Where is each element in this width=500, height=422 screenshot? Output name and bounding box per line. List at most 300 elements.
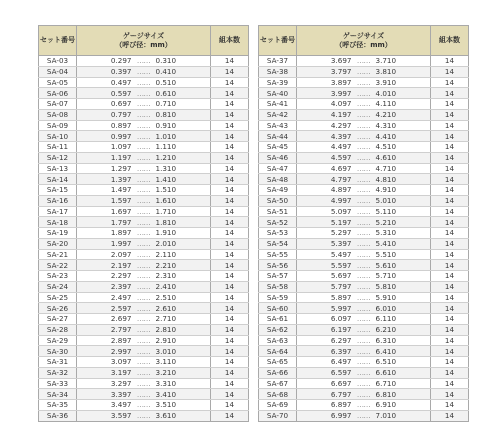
gauge-size-cell: [297, 378, 431, 389]
gauge-max-value: 6.610: [375, 368, 397, 378]
table-row: [39, 400, 249, 411]
gauge-max-value: 6.210: [375, 325, 397, 335]
set-number-cell: SA-47: [259, 163, 297, 174]
table-row: [259, 324, 469, 335]
range-separator: ……: [136, 239, 151, 249]
table-row: [39, 292, 249, 303]
table-row: [259, 303, 469, 314]
table-row: [39, 367, 249, 378]
gauge-min-value: 3.497: [110, 400, 132, 410]
gauge-size-cell: [297, 66, 431, 77]
quantity-cell: 14: [431, 389, 469, 400]
gauge-size-cell: [77, 120, 211, 131]
table-row: [39, 314, 249, 325]
gauge-min-value: 4.297: [330, 120, 352, 130]
gauge-size-cell: [77, 217, 211, 228]
gauge-size-cell: [77, 335, 211, 346]
quantity-cell: 14: [431, 303, 469, 314]
table-row: [259, 56, 469, 67]
set-number-cell: SA-64: [259, 346, 297, 357]
gauge-size-cell: [297, 249, 431, 260]
set-number-cell: SA-27: [39, 314, 77, 325]
quantity-cell: 14: [431, 281, 469, 292]
gauge-max-value: 6.110: [375, 314, 397, 324]
gauge-size-cell: [297, 281, 431, 292]
gauge-size-cell: [77, 260, 211, 271]
quantity-cell: 14: [211, 152, 249, 163]
quantity-cell: 14: [431, 56, 469, 67]
set-number-cell: SA-49: [259, 185, 297, 196]
gauge-table-left: [38, 25, 249, 422]
gauge-max-value: 2.510: [155, 292, 177, 302]
set-number-cell: SA-14: [39, 174, 77, 185]
gauge-max-value: 1.010: [155, 131, 177, 141]
gauge-min-value: 3.697: [330, 56, 352, 66]
table-header-row: [259, 26, 469, 56]
table-row: [39, 66, 249, 77]
gauge-size-cell: [77, 314, 211, 325]
range-separator: ……: [356, 99, 371, 109]
set-number-cell: SA-46: [259, 152, 297, 163]
gauge-size-cell: [77, 152, 211, 163]
gauge-min-value: 3.297: [110, 378, 132, 388]
gauge-min-value: 0.997: [110, 131, 132, 141]
table-row: [259, 346, 469, 357]
range-separator: ……: [136, 142, 151, 152]
table-body-left: [39, 56, 249, 422]
gauge-size-cell: [77, 99, 211, 110]
gauge-size-cell: [297, 410, 431, 421]
gauge-max-value: 3.110: [155, 357, 177, 367]
range-separator: ……: [136, 357, 151, 367]
range-separator: ……: [136, 411, 151, 421]
range-separator: ……: [136, 131, 151, 141]
set-number-cell: SA-43: [259, 120, 297, 131]
quantity-cell: 14: [211, 174, 249, 185]
table-row: [39, 324, 249, 335]
gauge-size-cell: [297, 238, 431, 249]
gauge-max-value: 3.710: [375, 56, 397, 66]
table-row: [259, 185, 469, 196]
range-separator: ……: [136, 153, 151, 163]
gauge-size-cell: [297, 303, 431, 314]
quantity-cell: 14: [431, 217, 469, 228]
table-row: [259, 66, 469, 77]
set-number-cell: SA-36: [39, 410, 77, 421]
quantity-cell: 14: [211, 206, 249, 217]
gauge-size-cell: [77, 142, 211, 153]
gauge-max-value: 6.410: [375, 346, 397, 356]
range-separator: ……: [356, 77, 371, 87]
range-separator: ……: [136, 174, 151, 184]
set-number-cell: SA-44: [259, 131, 297, 142]
gauge-size-cell: [297, 367, 431, 378]
gauge-size-cell: [297, 271, 431, 282]
gauge-size-cell: [297, 142, 431, 153]
quantity-cell: 14: [431, 367, 469, 378]
quantity-cell: 14: [211, 185, 249, 196]
gauge-max-value: 5.910: [375, 292, 397, 302]
gauge-size-cell: [297, 206, 431, 217]
table-row: [39, 131, 249, 142]
quantity-cell: 14: [431, 152, 469, 163]
gauge-min-value: 6.097: [330, 314, 352, 324]
set-number-cell: SA-07: [39, 99, 77, 110]
gauge-min-value: 2.097: [110, 249, 132, 259]
table-row: [259, 314, 469, 325]
gauge-size-cell: [77, 131, 211, 142]
range-separator: ……: [356, 239, 371, 249]
gauge-min-value: 0.897: [110, 120, 132, 130]
set-number-cell: SA-56: [259, 260, 297, 271]
gauge-max-value: 0.910: [155, 120, 177, 130]
set-number-cell: SA-28: [39, 324, 77, 335]
quantity-cell: 14: [431, 271, 469, 282]
gauge-max-value: 1.910: [155, 228, 177, 238]
gauge-max-value: 1.710: [155, 206, 177, 216]
set-number-cell: SA-58: [259, 281, 297, 292]
range-separator: ……: [356, 206, 371, 216]
set-number-cell: SA-17: [39, 206, 77, 217]
gauge-size-cell: [77, 195, 211, 206]
quantity-cell: 14: [431, 238, 469, 249]
gauge-min-value: 6.897: [330, 400, 352, 410]
gauge-max-value: 7.010: [375, 411, 397, 421]
range-separator: ……: [356, 174, 371, 184]
quantity-cell: 14: [211, 195, 249, 206]
quantity-cell: 14: [431, 206, 469, 217]
gauge-max-value: 5.310: [375, 228, 397, 238]
range-separator: ……: [356, 153, 371, 163]
table-row: [39, 206, 249, 217]
range-separator: ……: [356, 185, 371, 195]
quantity-cell: 14: [211, 303, 249, 314]
gauge-max-value: 4.710: [375, 163, 397, 173]
gauge-min-value: 1.697: [110, 206, 132, 216]
table-row: [39, 228, 249, 239]
gauge-max-value: 0.610: [155, 88, 177, 98]
set-number-cell: SA-45: [259, 142, 297, 153]
set-number-cell: SA-34: [39, 389, 77, 400]
gauge-min-value: 4.197: [330, 110, 352, 120]
gauge-min-value: 5.397: [330, 239, 352, 249]
set-number-cell: SA-13: [39, 163, 77, 174]
range-separator: ……: [136, 271, 151, 281]
gauge-max-value: 5.010: [375, 196, 397, 206]
gauge-size-cell: [77, 228, 211, 239]
gauge-min-value: 3.397: [110, 389, 132, 399]
gauge-max-value: 6.510: [375, 357, 397, 367]
table-row: [39, 260, 249, 271]
quantity-cell: 14: [431, 314, 469, 325]
gauge-min-value: 6.497: [330, 357, 352, 367]
quantity-cell: 14: [211, 367, 249, 378]
set-number-cell: SA-20: [39, 238, 77, 249]
table-row: [259, 217, 469, 228]
set-number-cell: SA-23: [39, 271, 77, 282]
table-row: [259, 281, 469, 292]
quantity-cell: 14: [211, 217, 249, 228]
set-number-cell: SA-59: [259, 292, 297, 303]
table-row: [259, 131, 469, 142]
table-row: [259, 249, 469, 260]
table-row: [259, 109, 469, 120]
set-number-cell: SA-70: [259, 410, 297, 421]
gauge-max-value: 4.910: [375, 185, 397, 195]
gauge-max-value: 1.110: [155, 142, 177, 152]
gauge-min-value: 4.897: [330, 185, 352, 195]
gauge-min-value: 1.197: [110, 153, 132, 163]
range-separator: ……: [136, 249, 151, 259]
gauge-max-value: 5.510: [375, 249, 397, 259]
set-number-cell: SA-05: [39, 77, 77, 88]
gauge-size-cell: [297, 152, 431, 163]
table-row: [39, 185, 249, 196]
quantity-cell: 14: [431, 163, 469, 174]
gauge-min-value: 1.797: [110, 217, 132, 227]
quantity-cell: 14: [431, 109, 469, 120]
gauge-min-value: 5.297: [330, 228, 352, 238]
range-separator: ……: [356, 335, 371, 345]
gauge-min-value: 1.097: [110, 142, 132, 152]
quantity-cell: 14: [211, 281, 249, 292]
table-row: [259, 335, 469, 346]
range-separator: ……: [136, 56, 151, 66]
gauge-min-value: 6.997: [330, 411, 352, 421]
gauge-max-value: 5.210: [375, 217, 397, 227]
gauge-max-value: 1.510: [155, 185, 177, 195]
set-number-cell: SA-08: [39, 109, 77, 120]
gauge-size-cell: [297, 120, 431, 131]
range-separator: ……: [136, 120, 151, 130]
gauge-min-value: 0.797: [110, 110, 132, 120]
gauge-max-value: 2.010: [155, 239, 177, 249]
gauge-size-header-line2: （呼び径：mm）: [115, 40, 172, 49]
range-separator: ……: [356, 260, 371, 270]
gauge-size-cell: [297, 185, 431, 196]
gauge-min-value: 2.497: [110, 292, 132, 302]
gauge-min-value: 0.297: [110, 56, 132, 66]
gauge-max-value: 4.310: [375, 120, 397, 130]
gauge-min-value: 2.897: [110, 335, 132, 345]
set-number-cell: SA-11: [39, 142, 77, 153]
gauge-max-value: 2.810: [155, 325, 177, 335]
gauge-max-value: 2.210: [155, 260, 177, 270]
range-separator: ……: [136, 292, 151, 302]
gauge-min-value: 1.497: [110, 185, 132, 195]
range-separator: ……: [136, 185, 151, 195]
set-number-cell: SA-16: [39, 195, 77, 206]
gauge-size-cell: [297, 389, 431, 400]
table-row: [39, 77, 249, 88]
set-number-cell: SA-22: [39, 260, 77, 271]
gauge-size-cell: [297, 400, 431, 411]
gauge-size-header-line1: ゲージサイズ: [122, 32, 165, 41]
gauge-min-value: 4.097: [330, 99, 352, 109]
quantity-cell: 14: [431, 357, 469, 368]
gauge-max-value: 3.510: [155, 400, 177, 410]
gauge-max-value: 2.310: [155, 271, 177, 281]
gauge-size-cell: [77, 56, 211, 67]
table-row: [259, 357, 469, 368]
set-number-header: セット番号: [259, 26, 297, 56]
gauge-min-value: 5.597: [330, 260, 352, 270]
gauge-size-cell: [77, 324, 211, 335]
gauge-size-cell: [77, 249, 211, 260]
gauge-max-value: 3.310: [155, 378, 177, 388]
quantity-cell: 14: [211, 99, 249, 110]
quantity-cell: 14: [211, 378, 249, 389]
gauge-max-value: 3.910: [375, 77, 397, 87]
table-row: [39, 303, 249, 314]
gauge-size-cell: [77, 238, 211, 249]
quantity-cell: 14: [211, 410, 249, 421]
gauge-size-cell: [77, 346, 211, 357]
quantity-cell: 14: [431, 249, 469, 260]
quantity-cell: 14: [211, 249, 249, 260]
quantity-cell: 14: [211, 238, 249, 249]
table-row: [39, 152, 249, 163]
gauge-size-cell: [297, 335, 431, 346]
quantity-cell: 14: [431, 378, 469, 389]
gauge-size-cell: [297, 56, 431, 67]
gauge-size-cell: [297, 346, 431, 357]
quantity-cell: 14: [211, 357, 249, 368]
table-row: [259, 410, 469, 421]
gauge-min-value: 5.697: [330, 271, 352, 281]
table-row: [39, 281, 249, 292]
range-separator: ……: [356, 303, 371, 313]
gauge-max-value: 0.510: [155, 77, 177, 87]
set-number-cell: SA-12: [39, 152, 77, 163]
set-number-cell: SA-40: [259, 88, 297, 99]
range-separator: ……: [356, 411, 371, 421]
table-row: [259, 238, 469, 249]
set-number-header: セット番号: [39, 26, 77, 56]
range-separator: ……: [136, 335, 151, 345]
table-row: [39, 56, 249, 67]
gauge-size-cell: [297, 357, 431, 368]
gauge-size-cell: [77, 88, 211, 99]
gauge-max-value: 6.810: [375, 389, 397, 399]
set-number-cell: SA-19: [39, 228, 77, 239]
set-number-cell: SA-41: [259, 99, 297, 110]
table-row: [259, 163, 469, 174]
gauge-max-value: 1.410: [155, 174, 177, 184]
range-separator: ……: [356, 282, 371, 292]
gauge-min-value: 3.097: [110, 357, 132, 367]
set-number-cell: SA-54: [259, 238, 297, 249]
range-separator: ……: [136, 389, 151, 399]
gauge-max-value: 2.910: [155, 335, 177, 345]
gauge-max-value: 5.610: [375, 260, 397, 270]
quantity-cell: 14: [211, 142, 249, 153]
set-number-cell: SA-26: [39, 303, 77, 314]
quantity-cell: 14: [211, 56, 249, 67]
range-separator: ……: [356, 325, 371, 335]
gauge-max-value: 1.210: [155, 153, 177, 163]
set-number-cell: SA-57: [259, 271, 297, 282]
gauge-size-cell: [77, 206, 211, 217]
set-number-cell: SA-15: [39, 185, 77, 196]
set-number-cell: SA-30: [39, 346, 77, 357]
set-number-cell: SA-33: [39, 378, 77, 389]
quantity-cell: 14: [211, 314, 249, 325]
gauge-size-cell: [77, 185, 211, 196]
quantity-cell: 14: [431, 260, 469, 271]
range-separator: ……: [136, 378, 151, 388]
gauge-max-value: 2.410: [155, 282, 177, 292]
set-number-cell: SA-04: [39, 66, 77, 77]
gauge-min-value: 3.197: [110, 368, 132, 378]
quantity-cell: 14: [431, 66, 469, 77]
gauge-max-value: 3.010: [155, 346, 177, 356]
quantity-cell: 14: [211, 324, 249, 335]
gauge-size-cell: [297, 131, 431, 142]
range-separator: ……: [136, 88, 151, 98]
quantity-cell: 14: [431, 324, 469, 335]
gauge-size-cell: [297, 314, 431, 325]
gauge-min-value: 5.897: [330, 292, 352, 302]
set-number-cell: SA-09: [39, 120, 77, 131]
quantity-cell: 14: [431, 77, 469, 88]
gauge-min-value: 2.697: [110, 314, 132, 324]
range-separator: ……: [356, 120, 371, 130]
gauge-size-cell: [77, 292, 211, 303]
gauge-size-cell: [77, 109, 211, 120]
range-separator: ……: [136, 228, 151, 238]
gauge-max-value: 1.310: [155, 163, 177, 173]
gauge-min-value: 4.497: [330, 142, 352, 152]
gauge-max-value: 5.810: [375, 282, 397, 292]
gauge-max-value: 5.110: [375, 206, 397, 216]
gauge-min-value: 3.797: [330, 67, 352, 77]
gauge-min-value: 6.597: [330, 368, 352, 378]
range-separator: ……: [356, 228, 371, 238]
range-separator: ……: [356, 88, 371, 98]
gauge-min-value: 0.597: [110, 88, 132, 98]
table-row: [39, 389, 249, 400]
gauge-size-cell: [77, 367, 211, 378]
quantity-cell: 14: [211, 389, 249, 400]
gauge-min-value: 1.297: [110, 163, 132, 173]
set-number-cell: SA-35: [39, 400, 77, 411]
gauge-size-header-line2: （呼び径：mm）: [335, 40, 392, 49]
table-row: [39, 357, 249, 368]
quantity-cell: 14: [211, 292, 249, 303]
gauge-max-value: 6.010: [375, 303, 397, 313]
quantity-cell: 14: [211, 400, 249, 411]
range-separator: ……: [356, 142, 371, 152]
quantity-cell: 14: [211, 346, 249, 357]
range-separator: ……: [356, 400, 371, 410]
range-separator: ……: [356, 271, 371, 281]
range-separator: ……: [356, 163, 371, 173]
quantity-cell: 14: [431, 99, 469, 110]
table-row: [259, 142, 469, 153]
gauge-size-cell: [297, 195, 431, 206]
gauge-min-value: 2.797: [110, 325, 132, 335]
range-separator: ……: [356, 357, 371, 367]
set-number-cell: SA-38: [259, 66, 297, 77]
gauge-max-value: 4.610: [375, 153, 397, 163]
quantity-cell: 14: [211, 109, 249, 120]
gauge-min-value: 6.397: [330, 346, 352, 356]
range-separator: ……: [136, 314, 151, 324]
table-row: [39, 174, 249, 185]
range-separator: ……: [356, 56, 371, 66]
gauge-size-cell: [77, 281, 211, 292]
